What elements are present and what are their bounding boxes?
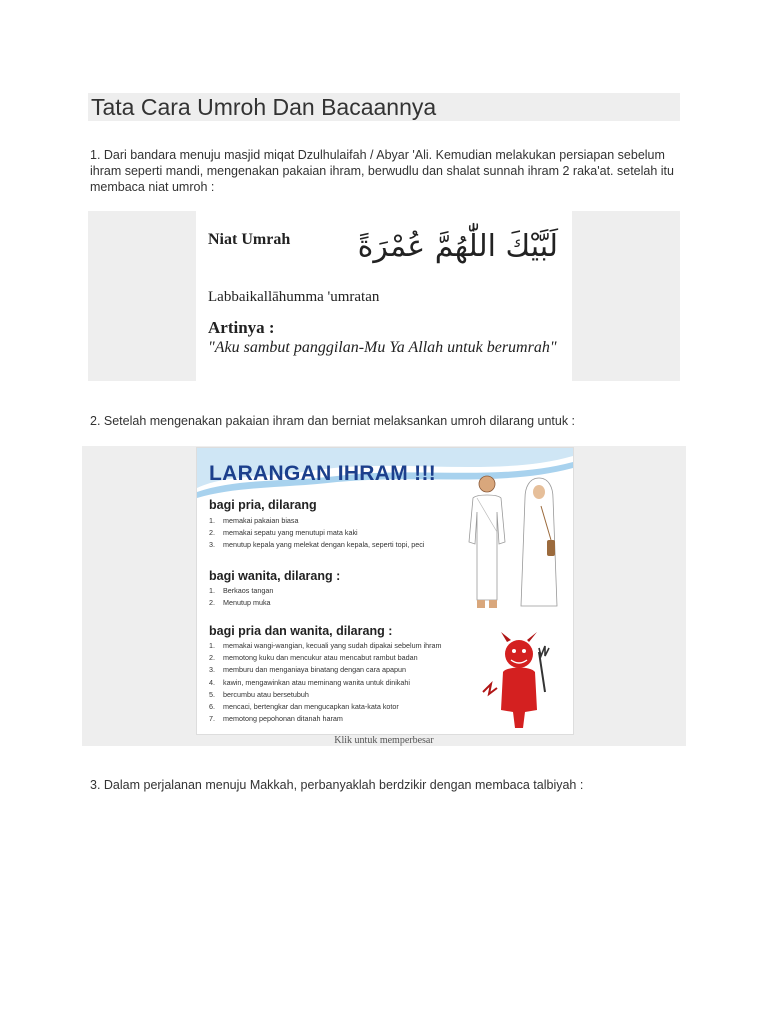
step-3-text: 3. Dalam perjalanan menuju Makkah, perbanyaklah berdzikir dengan membaca talbiyah : bbox=[90, 778, 584, 792]
list-item: 2. memotong kuku dan mencukur atau mencabut rambut badan bbox=[209, 653, 418, 663]
both-title: bagi pria dan wanita, dilarang : bbox=[209, 624, 393, 638]
step-2-text: 2. Setelah mengenakan pakaian ihram dan berniat melaksankan umroh dilarang untuk : bbox=[90, 414, 576, 428]
niat-heading: Niat Umrah bbox=[208, 231, 291, 248]
pria-list bbox=[209, 515, 424, 552]
enlarge-caption[interactable]: Klik untuk memperbesar bbox=[334, 735, 434, 746]
devil-illustration bbox=[479, 632, 559, 732]
man-ihram-illustration bbox=[463, 472, 511, 612]
list-item: 3. menutup kepala yang melekat dengan kepala, seperti topi, peci bbox=[209, 540, 425, 550]
list-item: 1. Berkaos tangan bbox=[209, 586, 274, 595]
page-title: Tata Cara Umroh Dan Bacaannya bbox=[91, 94, 437, 120]
pria-title: bagi pria, dilarang bbox=[209, 498, 317, 512]
list-item: 4. kawin, mengawinkan atau meminang wanita untuk dinikahi bbox=[209, 677, 410, 687]
niat-arabic-text: لَبَّيْكَ اللّٰهُمَّ عُمْرَةً bbox=[357, 229, 558, 264]
list-item: 6. mencaci, bertengkar dan mengucapkan kata-kata kotor bbox=[209, 701, 399, 711]
step-1-text: 1. Dari bandara menuju masjid miqat Dzulhulaifah / Abyar 'Ali. Kemudian melakukan persiapan sebelum ihram seperti mandi, mengenakan pakaian ihram, berwudlu dan shalat sunnah ihram 2 raka'at. setelah itu membaca niat umroh : bbox=[90, 148, 674, 194]
artinya-label: Artinya : bbox=[208, 318, 275, 337]
list-item: 1. memakai pakaian biasa bbox=[209, 516, 299, 525]
larangan-ihram-image[interactable] bbox=[196, 447, 574, 735]
list-item: 1. memakai wangi-wangian, kecuali yang sudah dipakai sebelum ihram bbox=[209, 641, 442, 650]
niat-umrah-image bbox=[196, 211, 572, 381]
niat-latin-text: Labbaikallāhumma 'umratan bbox=[208, 289, 380, 305]
wanita-list bbox=[209, 585, 273, 609]
larangan-heading: LARANGAN IHRAM !!! bbox=[209, 462, 437, 485]
list-item: 2. Menutup muka bbox=[209, 598, 271, 608]
list-item: 3. memburu dan menganiaya binatang dengan cara apapun bbox=[209, 665, 407, 675]
list-item: 2. memakai sepatu yang menutupi mata kaki bbox=[209, 528, 358, 538]
woman-ihram-illustration bbox=[515, 476, 563, 616]
both-list bbox=[209, 640, 442, 725]
list-item: 5. bercumbu atau bersetubuh bbox=[209, 689, 309, 699]
list-item: 7. memotong pepohonan ditanah haram bbox=[209, 714, 343, 724]
artinya-text: "Aku sambut panggilan-Mu Ya Allah untuk berumrah" bbox=[208, 339, 557, 356]
wanita-title: bagi wanita, dilarang : bbox=[209, 569, 341, 583]
